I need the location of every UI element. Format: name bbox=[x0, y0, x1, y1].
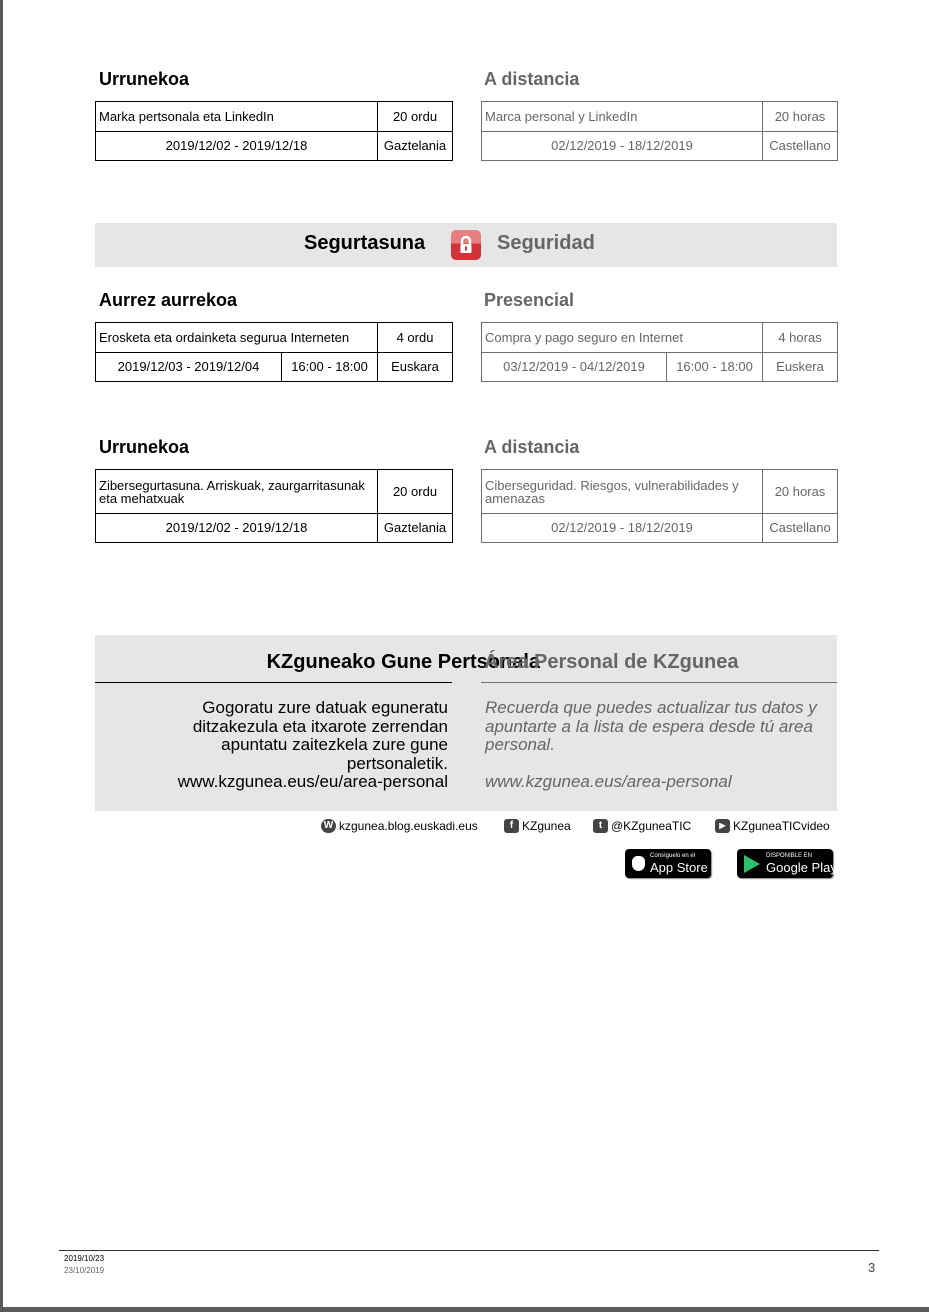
course-table-es bbox=[481, 469, 838, 543]
social-link-blog[interactable] bbox=[321, 819, 478, 833]
course-language: Gaztelania bbox=[378, 132, 453, 161]
course-dates: 2019/12/02 - 2019/12/18 bbox=[96, 514, 378, 543]
facebook-icon: f bbox=[504, 819, 519, 833]
lock-icon bbox=[451, 230, 481, 260]
course-dates: 03/12/2019 - 04/12/2019 bbox=[482, 353, 667, 382]
category-title-es: Seguridad bbox=[497, 232, 595, 254]
divider bbox=[481, 682, 837, 683]
course-title: Marca personal y LinkedIn bbox=[482, 102, 763, 132]
course-language: Castellano bbox=[763, 132, 838, 161]
window-border-bottom bbox=[0, 1307, 929, 1312]
footer-date-es: 23/10/2019 bbox=[64, 1266, 105, 1275]
course-table-es bbox=[481, 101, 838, 161]
section-heading-es: A distancia bbox=[484, 437, 580, 457]
youtube-icon: ▶ bbox=[715, 819, 730, 833]
personal-area-text-es: Recuerda que puedes actualizar tus datos y apuntarte a la lista de espera desde tú area personal. bbox=[485, 698, 817, 754]
course-duration: 4 horas bbox=[763, 323, 838, 353]
footer-divider bbox=[59, 1250, 879, 1251]
social-label: @KZguneaTIC bbox=[611, 819, 692, 833]
personal-area-link-eu[interactable]: www.kzgunea.eus/eu/area-personal bbox=[177, 772, 448, 791]
social-link-twitter[interactable] bbox=[593, 819, 691, 833]
section-heading-eu: Aurrez aurrekoa bbox=[99, 290, 238, 310]
personal-area-title-es: Área Personal de KZgunea bbox=[484, 651, 739, 673]
badge-small-text: Consíguelo en el bbox=[650, 853, 696, 859]
google-play-icon bbox=[744, 855, 760, 873]
google-play-badge[interactable] bbox=[737, 849, 837, 878]
course-duration: 4 ordu bbox=[378, 323, 453, 353]
category-title-eu: Segurtasuna bbox=[304, 232, 426, 254]
page-number: 3 bbox=[868, 1260, 876, 1275]
twitter-icon: t bbox=[593, 819, 608, 833]
divider bbox=[95, 682, 452, 683]
section-heading-eu: Urrunekoa bbox=[99, 437, 190, 457]
window-border-left bbox=[0, 0, 3, 1312]
social-link-youtube[interactable] bbox=[715, 819, 830, 833]
app-store-badge[interactable] bbox=[625, 849, 711, 878]
personal-area-link-es[interactable]: www.kzgunea.eus/area-personal bbox=[485, 772, 732, 791]
course-language: Gaztelania bbox=[378, 514, 453, 543]
badge-big-text: Google Play bbox=[766, 860, 837, 875]
course-duration: 20 ordu bbox=[378, 102, 453, 132]
footer-date-eu: 2019/10/23 bbox=[64, 1254, 105, 1263]
course-language: Euskera bbox=[763, 353, 838, 382]
wordpress-icon: W bbox=[321, 819, 336, 833]
course-title: Erosketa eta ordainketa segurua Interneten bbox=[96, 323, 378, 353]
social-label: KZgunea bbox=[522, 819, 571, 833]
course-duration: 20 horas bbox=[763, 470, 838, 514]
course-dates: 2019/12/03 - 2019/12/04 bbox=[96, 353, 282, 382]
badge-small-text: DISPONIBLE EN bbox=[766, 853, 813, 859]
course-table-eu bbox=[95, 101, 453, 161]
badge-big-text: App Store bbox=[650, 860, 708, 875]
course-title: Zibersegurtasuna. Arriskuak, zaurgarritasunak eta mehatxuak bbox=[96, 470, 378, 514]
course-dates: 02/12/2019 - 18/12/2019 bbox=[482, 514, 763, 543]
section-heading-eu: Urrunekoa bbox=[99, 69, 190, 89]
course-dates: 02/12/2019 - 18/12/2019 bbox=[482, 132, 763, 161]
course-table-es bbox=[481, 322, 838, 382]
course-language: Castellano bbox=[763, 514, 838, 543]
course-time: 16:00 - 18:00 bbox=[282, 353, 378, 382]
course-dates: 2019/12/02 - 2019/12/18 bbox=[96, 132, 378, 161]
course-duration: 20 ordu bbox=[378, 470, 453, 514]
personal-area-title-eu: KZguneako Gune Pertsonala bbox=[266, 651, 540, 673]
course-title: Marka pertsonala eta LinkedIn bbox=[96, 102, 378, 132]
course-time: 16:00 - 18:00 bbox=[667, 353, 763, 382]
course-title: Compra y pago seguro en Internet bbox=[482, 323, 763, 353]
course-language: Euskara bbox=[378, 353, 453, 382]
social-label: KZguneaTICvideo bbox=[733, 819, 830, 833]
apple-icon bbox=[632, 856, 645, 871]
personal-area-text-eu: Gogoratu zure datuak eguneratu ditzakezula eta itxarote zerrendan apuntatu zaitezkela zure gune pertsonaletik. bbox=[192, 698, 448, 773]
course-title: Ciberseguridad. Riesgos, vulnerabilidades y amenazas bbox=[482, 470, 763, 514]
social-label: kzgunea.blog.euskadi.eus bbox=[339, 819, 478, 833]
course-table-eu bbox=[95, 469, 453, 543]
course-duration: 20 horas bbox=[763, 102, 838, 132]
section-heading-es: A distancia bbox=[484, 69, 580, 89]
section-heading-es: Presencial bbox=[484, 290, 575, 310]
course-table-eu bbox=[95, 322, 453, 382]
social-link-facebook[interactable] bbox=[504, 819, 571, 833]
